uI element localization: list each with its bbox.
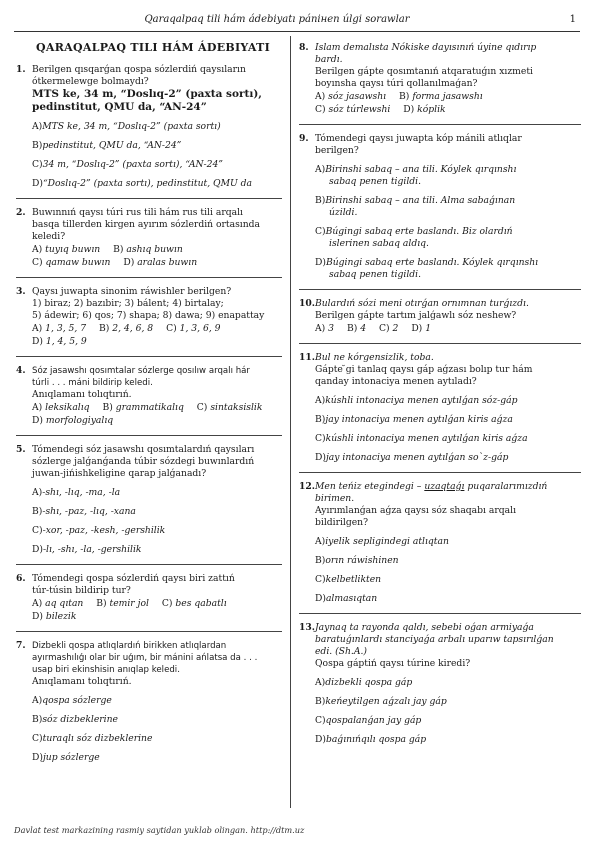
question-text: Anıqlamanı tolıqtırıń. [32,389,132,400]
question-text: sózlerge jalǵanǵanda túbir sózdegi buwınlardıń [32,456,255,467]
question-sentence: Bulardıń sózi meni otırǵan ornımnan turǵızdı. [315,298,529,309]
question-text: Tómendegi qaysı juwapta kóp mánili atlıqlar [315,133,522,144]
question-sentence: Jaynaq ta rayonda qaldı, sebebi oǵan armiyaǵa [315,622,534,633]
option-d[interactable]: D)jay intonaciya menen aytılǵan so`z-gáp [315,452,509,463]
question-text: túr-túsin bildirip tur? [32,585,131,596]
question-divider [16,198,282,199]
header-divider [14,31,580,32]
option-c[interactable]: C)turaqlı sóz dizbeklerine [32,733,153,744]
option-c[interactable]: C)kelbetlikten [315,574,382,585]
option-a[interactable]: A) sóz jasawshı [315,91,387,102]
question-prompt: pedinstitut, QMU da, “AN-24” [32,101,207,113]
option-b[interactable]: B)sóz dizbeklerine [32,714,118,725]
question-text: keledi? [32,231,66,242]
question-sentence: baratuǵınlardı stanciyaǵa arbalı uparıw tapsırılǵan [315,634,554,645]
question-text: usap biri ekinshisin anıqlap keledi. [32,665,180,675]
question-number: 5. [16,444,26,455]
question-divider [299,613,581,614]
question-divider [299,124,581,125]
option-c[interactable]: C)Búgingi sabaq erte baslandı. Biz olardıń islerinen sabaq aldıq. [315,226,513,249]
question-text: 1) biraz; 2) bazıbir; 3) bálent; 4) birtalay; [32,298,224,309]
option-c[interactable]: C) sóz túrlewshi [315,104,391,115]
option-d[interactable]: D)“Doslıq-2” (paxta sortı), pedinstitut, QMU da [32,178,253,189]
question-11 [299,352,581,464]
question-text: Qaysı juwapta sinonim ráwishler berilgen? [32,286,232,297]
page-number: 1 [569,14,576,25]
question-sentence: Bul ne kórgensizlik, toba. [315,352,434,363]
question-12 [299,481,581,605]
question-number: 13. [299,622,315,633]
question-divider [299,289,581,290]
question-sentence: Men teńiz etegindegi – uzaqtaǵı puqaralarımızdıń [315,481,548,492]
right-column [299,36,581,754]
option-b[interactable]: B) ashıq buwın [113,244,183,255]
question-number: 11. [299,352,315,363]
option-c[interactable]: C)kúshli intonaciya menen aytılǵan kiris aǵza [315,433,528,444]
question-text: boyınsha qaysı túri qollanılmaǵan? [315,78,478,89]
question-9 [299,133,581,281]
option-d[interactable]: D) kóplik [403,104,446,115]
option-a[interactable]: A)qospa sózlerge [32,695,112,706]
option-d[interactable]: D) 1 [411,323,432,334]
question-divider [299,472,581,473]
question-1 [16,64,282,190]
question-text: Buwınnıń qaysı túri rus tili hám rus tili arqalı [32,207,243,218]
question-sentence: bardı. [315,54,343,65]
question-text: Tómendegi qospa sózlerdiń qaysı biri zattıń [32,573,235,584]
question-sentence: edi. (Sh.A.) [315,646,367,657]
option-b[interactable]: B)keńeytilgen aǵzalı jay gáp [315,696,447,707]
option-c[interactable]: C) qamaw buwın [32,257,111,268]
option-b[interactable]: B)-shı, -paz, -lıq, -xana [32,506,136,517]
question-number: 3. [16,286,26,297]
option-d[interactable]: D) bilezik [32,611,77,622]
question-text: Ayırımlanǵan aǵza qaysı sóz shaqabı arqalı [315,505,517,516]
question-text: berilgen? [315,145,359,156]
question-text: 5) ádewir; 6) qos; 7) shapa; 8) dawa; 9) enapattay [32,310,265,321]
option-a[interactable]: A)MTS ke, 34 m, “Doslıq-2” (paxta sortı) [32,121,221,132]
option-d[interactable]: D) aralas buwın [123,257,198,268]
question-sentence: birimen. [315,493,355,504]
question-4 [16,365,282,427]
option-d[interactable]: D) morfologiyalıq [32,415,114,426]
question-5 [16,444,282,556]
question-number: 1. [16,64,26,75]
question-divider [16,356,282,357]
page-header [14,14,580,30]
question-divider [16,277,282,278]
question-13 [299,622,581,746]
question-number: 12. [299,481,315,492]
option-a[interactable]: A)Birinshi sabaq – ana tili. Kóylek qırqınshı sabaq penen tigildi. [315,164,517,187]
option-a[interactable]: A)kúshli intonaciya menen aytılǵan sóz-gáp [315,395,518,406]
question-text: Sóz jasawshı qosımtalar sózlerge qosılıw arqalı hár [32,366,250,376]
question-divider [16,564,282,565]
option-b[interactable]: B) forma jasawshı [399,91,483,102]
option-a[interactable]: A) tuyıq buwın [32,244,101,255]
option-b[interactable]: B) temir jol [96,598,149,609]
question-text: Berilgen gápte qosımtanıń atqaratuǵın xızmeti [315,66,533,77]
question-text: basqa tillerden kirgen ayırım sózlerdiń ortasında [32,219,261,230]
question-number: 10. [299,298,315,309]
column-divider [290,36,291,808]
question-10 [299,298,581,335]
question-prompt: MTS ke, 34 m, “Doslıq-2” (paxta sortı), [32,88,262,100]
question-text: Tómendegi sóz jasawshı qosımtalardıń qaysıları [32,444,255,455]
option-a[interactable]: A) aq qıtan [32,598,84,609]
option-a[interactable]: A)-shı, -lıq, -ma, -la [32,487,121,498]
option-b[interactable]: B) grammatikalıq [102,402,184,413]
option-d[interactable]: D)-lı, -shı, -la, -gershilik [32,544,142,555]
option-a[interactable]: A) 3 [315,323,335,334]
option-c[interactable]: C)34 m, “Doslıq-2” (paxta sortı), “AN-24” [32,159,224,170]
question-number: 2. [16,207,26,218]
question-number: 7. [16,640,26,651]
header-title: Qaraqalpaq tili hám ádebiyatı pániнen úlgi sorawlar [144,14,410,25]
option-b[interactable]: B)orın ráwishinen [315,555,399,566]
question-text: túrli . . . máni bildirip keledi. [32,378,153,388]
option-c[interactable]: C)-xor, -paz, -kesh, -gershilik [32,525,166,536]
option-d[interactable]: D)almasıqtan [315,593,378,604]
question-text: ayırmashılıǵı olar bir uǵım, bir mánini ańlatsa da . . . [32,653,258,663]
option-b[interactable]: B) 2, 4, 6, 8 [98,323,154,334]
question-7 [16,640,282,764]
option-d[interactable]: D)jup sózlerge [32,752,100,763]
question-number: 9. [299,133,309,144]
option-a[interactable]: A) 1, 3, 5, 7 [32,323,87,334]
left-column [16,36,282,772]
option-c[interactable]: C) 1, 3, 6, 9 [166,323,221,334]
question-divider [16,631,282,632]
question-8 [299,42,581,116]
question-text: juwan-jińishkeligine qarap jalǵanadı? [32,468,207,479]
question-number: 6. [16,573,26,584]
question-number: 8. [299,42,309,53]
question-divider [299,343,581,344]
question-sentence: Islam demalısta Nókiske dayısınıń úyine qıdırıp [315,42,537,53]
question-text: bildirilgen? [315,517,369,528]
option-a[interactable]: A) leksikalıq [32,402,90,413]
option-d[interactable]: D) 1, 4, 5, 9 [32,336,87,347]
question-text: Dizbekli qospa atlıqlardıń birikken atlıqlardan [32,641,227,651]
option-b[interactable]: B) 4 [346,323,367,334]
option-c[interactable]: C) sintaksislik [196,402,263,413]
question-3 [16,286,282,348]
option-a[interactable]: A)iyelik sepligindegi atlıqtan [315,536,449,547]
question-text: Anıqlamanı tolıqtırıń. [32,676,132,687]
question-text: Gápte ̆gi tanlaq qaysı gáp aǵzası bolıp tur hám [315,364,533,375]
question-text: Berilgen gápte tartım jalǵawlı sóz neshew? [315,310,517,321]
option-b[interactable]: B)pedinstitut, QMU da, “AN-24” [32,140,182,151]
question-6 [16,573,282,623]
option-d[interactable]: D)baǵınıńqılı qospa gáp [315,734,427,745]
document-title: QARAQALPAQ TILI HÁM ÁDEBIYATI [36,41,271,54]
question-text: ótkermelewge bolmaydı? [32,76,149,87]
question-2 [16,207,282,269]
option-b[interactable]: B)Birinshi sabaq – ana tili. Alma sabaǵınan úzildi. [315,195,516,218]
option-b[interactable]: B)jay intonaciya menen aytılǵan kiris aǵza [315,414,513,425]
question-divider [16,435,282,436]
question-text: qanday intonaciya menen aytıladı? [315,376,477,387]
footer-source: Davlat test markazining rasmiy saytidan yuklab olingan. http://dtm.uz [14,825,305,835]
question-number: 4. [16,365,26,376]
option-c[interactable]: C)qospalanǵan jay gáp [315,715,422,726]
option-d[interactable]: D)Búgingi sabaq erte baslandı. Kóylek qırqınshı sabaq penen tigildi. [315,257,539,280]
question-text: Berilgen qısqarǵan qospa sózlerdiń qaysıların [32,64,246,75]
option-c[interactable]: C) bes qabatlı [161,598,227,609]
option-a[interactable]: A)dizbekli qospa gáp [315,677,413,688]
option-c[interactable]: C) 2 [378,323,399,334]
question-text: Qospa gáptiń qaysı túrine kiredi? [315,658,471,669]
